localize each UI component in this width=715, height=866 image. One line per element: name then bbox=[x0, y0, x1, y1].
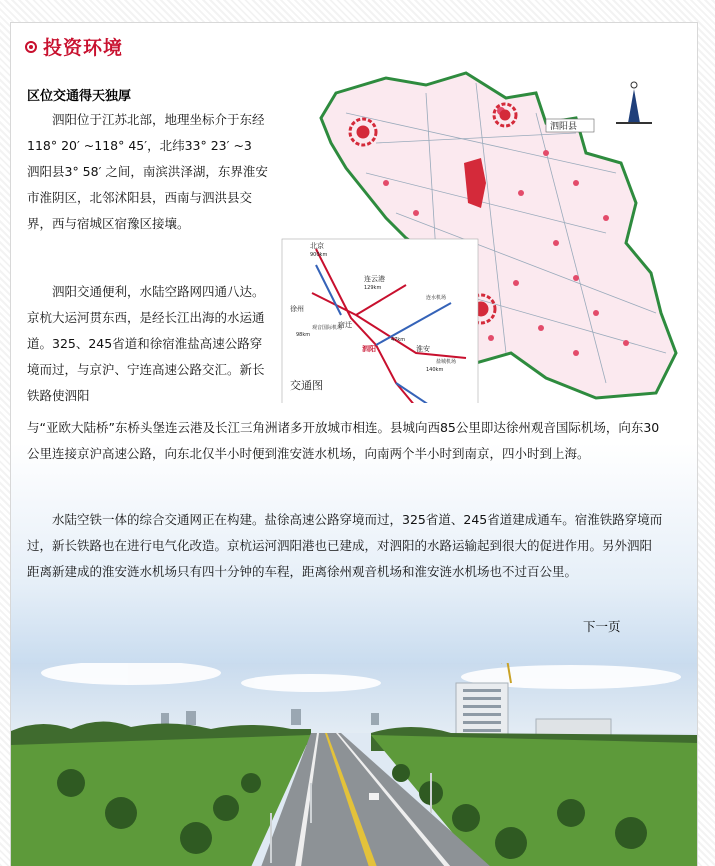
traffic-map-title: 交通图 bbox=[290, 379, 323, 392]
compass-icon bbox=[616, 82, 652, 123]
car bbox=[369, 793, 379, 800]
paragraph-transport bbox=[27, 279, 273, 409]
section-subtitle: 区位交通得天独厚 bbox=[27, 89, 132, 104]
airport-lianshui: 连水机场 bbox=[426, 295, 447, 301]
section-header bbox=[25, 33, 123, 60]
paragraph-text: 泗阳位于江苏北部，地理坐标介于东经118° 20′ ~118° 45′，北纬33° 23′ ~3 泗阳县3° 58′ 之间，南滨洪泽湖，东界淮安市淮阴区，北邻沭阳县，西南与泗洪县交界，西与宿城区宿豫区接壤。 bbox=[27, 112, 268, 231]
city-suqian: 宿迁 bbox=[338, 321, 352, 329]
next-page-link[interactable]: 下一页 bbox=[583, 619, 621, 634]
city-lianyungang: 连云港 bbox=[364, 275, 385, 283]
paragraph-text: 水陆空铁一体的综合交通网正在构建。盐徐高速公路穿境而过，325省道、245省道建成通车。宿淮铁路穿境而过，新长铁路也在进行电气化改造。京杭运河泗阳港也已建成，对泗阳的水路运输起到很大的促进作用。另外泗阳距离新建成的淮安涟水机场只有四十分钟的车程，距离徐州观音机场和淮安涟水机场也不过百公里。 bbox=[27, 512, 663, 579]
content-frame bbox=[10, 22, 698, 866]
distance-huaian: 140km bbox=[426, 367, 444, 373]
paragraph-transport-cont bbox=[27, 415, 663, 467]
county-map bbox=[276, 53, 696, 403]
county-label: 泗阳县 bbox=[550, 122, 578, 132]
paragraph-text: 与“亚欧大陆桥”东桥头堡连云港及长江三角洲诸多开放城市相连。县城向西85公里即达徐州观音国际机场，向东30公里连接京沪高速公路，向东北仅半小时便到淮安涟水机场，向南两个半小时到南京，四小时到上海。 bbox=[27, 420, 660, 461]
distance-xuzhou: 98km bbox=[296, 332, 311, 338]
distance-lianyungang: 129km bbox=[364, 285, 382, 291]
airport-guanyin: 观音国际机场 bbox=[312, 325, 343, 331]
city-xuzhou: 徐州 bbox=[290, 305, 304, 313]
city-siyang: 泗阳 bbox=[362, 345, 376, 353]
highway-photo bbox=[11, 663, 697, 866]
city-huaian: 淮安 bbox=[416, 345, 430, 353]
paragraph-text: 泗阳交通便利，水陆空路网四通八达。京杭大运河贯东西，是经长江出海的水运通道。325、245省道和徐宿淮盐高速公路穿境而过，与京沪、宁连高速公路交汇。新长铁路使泗阳 bbox=[27, 284, 265, 403]
bullet-circle-icon bbox=[25, 41, 37, 53]
page-title: 投资环境 bbox=[43, 37, 124, 59]
paragraph-location bbox=[27, 107, 273, 237]
distance-suqian: 47km bbox=[391, 337, 406, 343]
paragraph-network bbox=[27, 507, 663, 585]
distance-beijing: 900km bbox=[310, 252, 328, 258]
airport-yancheng: 盐城机场 bbox=[436, 359, 457, 365]
city-beijing: 北京 bbox=[310, 242, 324, 250]
